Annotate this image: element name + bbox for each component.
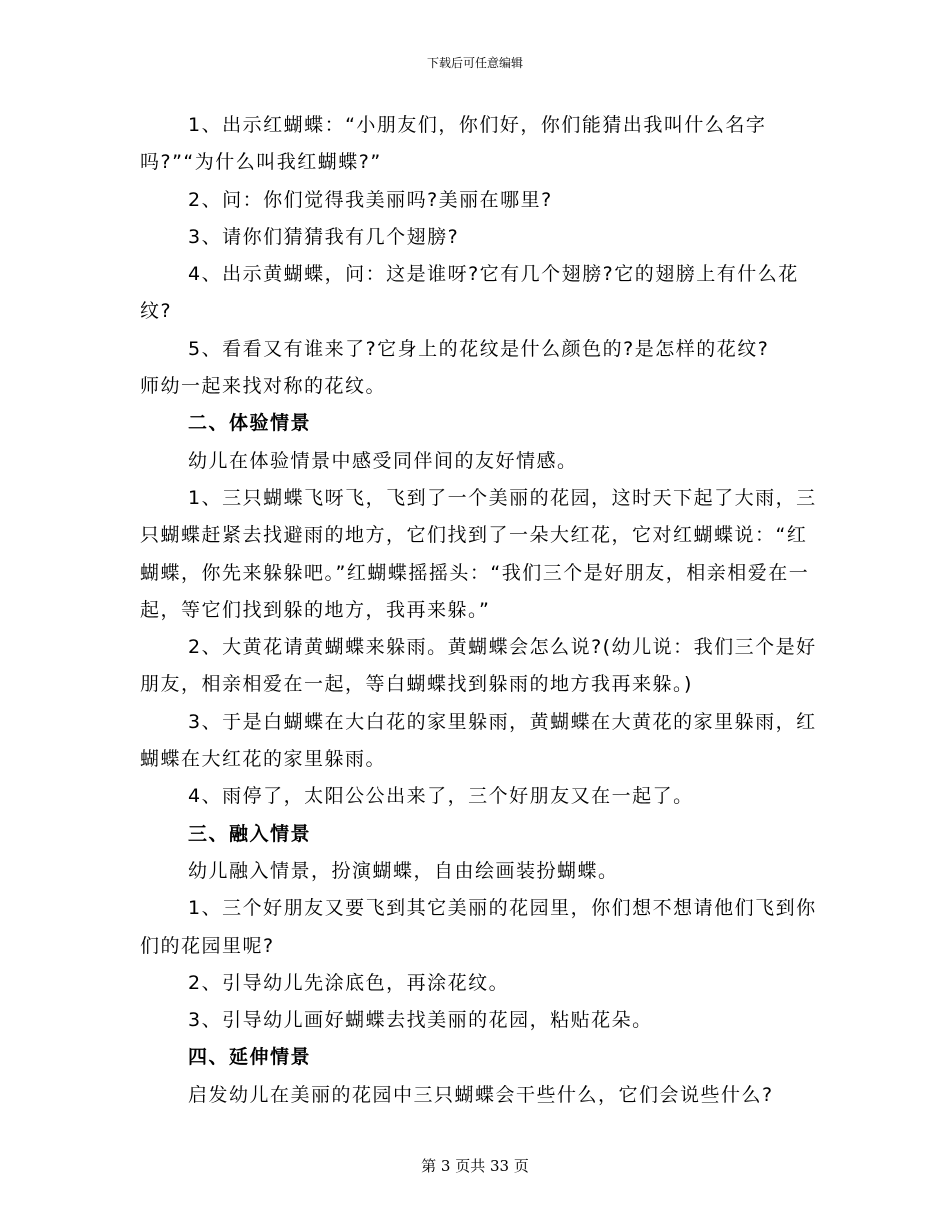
- paragraph-rain-stops: 4、雨停了，太阳公公出来了，三个好朋友又在一起了。: [188, 785, 694, 808]
- paragraph-symmetry: 师幼一起来找对称的花纹。: [140, 375, 387, 398]
- section-heading-experience: 二、体验情景: [188, 412, 312, 435]
- paragraph-hiding: 3、于是白蝴蝶在大白花的家里躲雨，黄蝴蝶在大黄花的家里躲雨，红蝴蝶在大红花的家里躲雨。: [140, 710, 817, 771]
- paragraph-ask-beautiful: 2、问：你们觉得我美丽吗?美丽在哪里?: [188, 188, 553, 211]
- page-number-footer: 第 3 页共 33 页: [421, 1157, 529, 1175]
- paragraph-paste-flowers: 3、引导幼儿画好蝴蝶去找美丽的花园，粘贴花朵。: [188, 1009, 653, 1032]
- paragraph-show-yellow-butterfly: 4、出示黄蝴蝶，问：这是谁呀?它有几个翅膀?它的翅膀上有什么花纹?: [140, 263, 799, 323]
- paragraph-show-red-butterfly: 1、出示红蝴蝶：“小朋友们，你们好，你们能猜出我叫什么名字吗?”“为什么叫我红蝴蝶?”: [140, 114, 767, 174]
- paragraph-rain-story: 1、三只蝴蝶飞呀飞，飞到了一个美丽的花园，这时天下起了大雨，三只蝴蝶赶紧去找避雨的地方，它们找到了一朵大红花，它对红蝴蝶说：“红蝴蝶，你先来躲躲吧。”红蝴蝶摇摇头：“我们三个是好朋友，相亲相爱在一起，等它们找到躲的地方，我再来躲。”: [140, 486, 817, 621]
- paragraph-paint-base: 2、引导幼儿先涂底色，再涂花纹。: [188, 971, 510, 994]
- section-heading-extend: 四、延伸情景: [188, 1046, 312, 1069]
- paragraph-experience-intro: 幼儿在体验情景中感受同伴间的友好情感。: [188, 449, 578, 472]
- page-header: 下载后可任意编辑: [426, 56, 523, 70]
- document-body: [140, 107, 820, 1114]
- paragraph-fly-garden: 1、三个好朋友又要飞到其它美丽的花园里，你们想不想请他们飞到你们的花园里呢?: [140, 897, 817, 957]
- paragraph-who-came: 5、看看又有谁来了?它身上的花纹是什么颜色的?是怎样的花纹?: [188, 337, 770, 360]
- paragraph-integrate-intro: 幼儿融入情景，扮演蝴蝶，自由绘画装扮蝴蝶。: [188, 859, 619, 882]
- section-heading-integrate: 三、融入情景: [188, 822, 312, 845]
- paragraph-extend: 启发幼儿在美丽的花园中三只蝴蝶会干些什么，它们会说些什么?: [188, 1083, 774, 1106]
- paragraph-yellow-flower: 2、大黄花请黄蝴蝶来躲雨。黄蝴蝶会怎么说?(幼儿说：我们三个是好朋友，相亲相爱在一起，等白蝴蝶找到躲雨的地方我再来躲。): [140, 636, 817, 696]
- paragraph-guess-wings: 3、请你们猜猜我有几个翅膀?: [188, 225, 460, 248]
